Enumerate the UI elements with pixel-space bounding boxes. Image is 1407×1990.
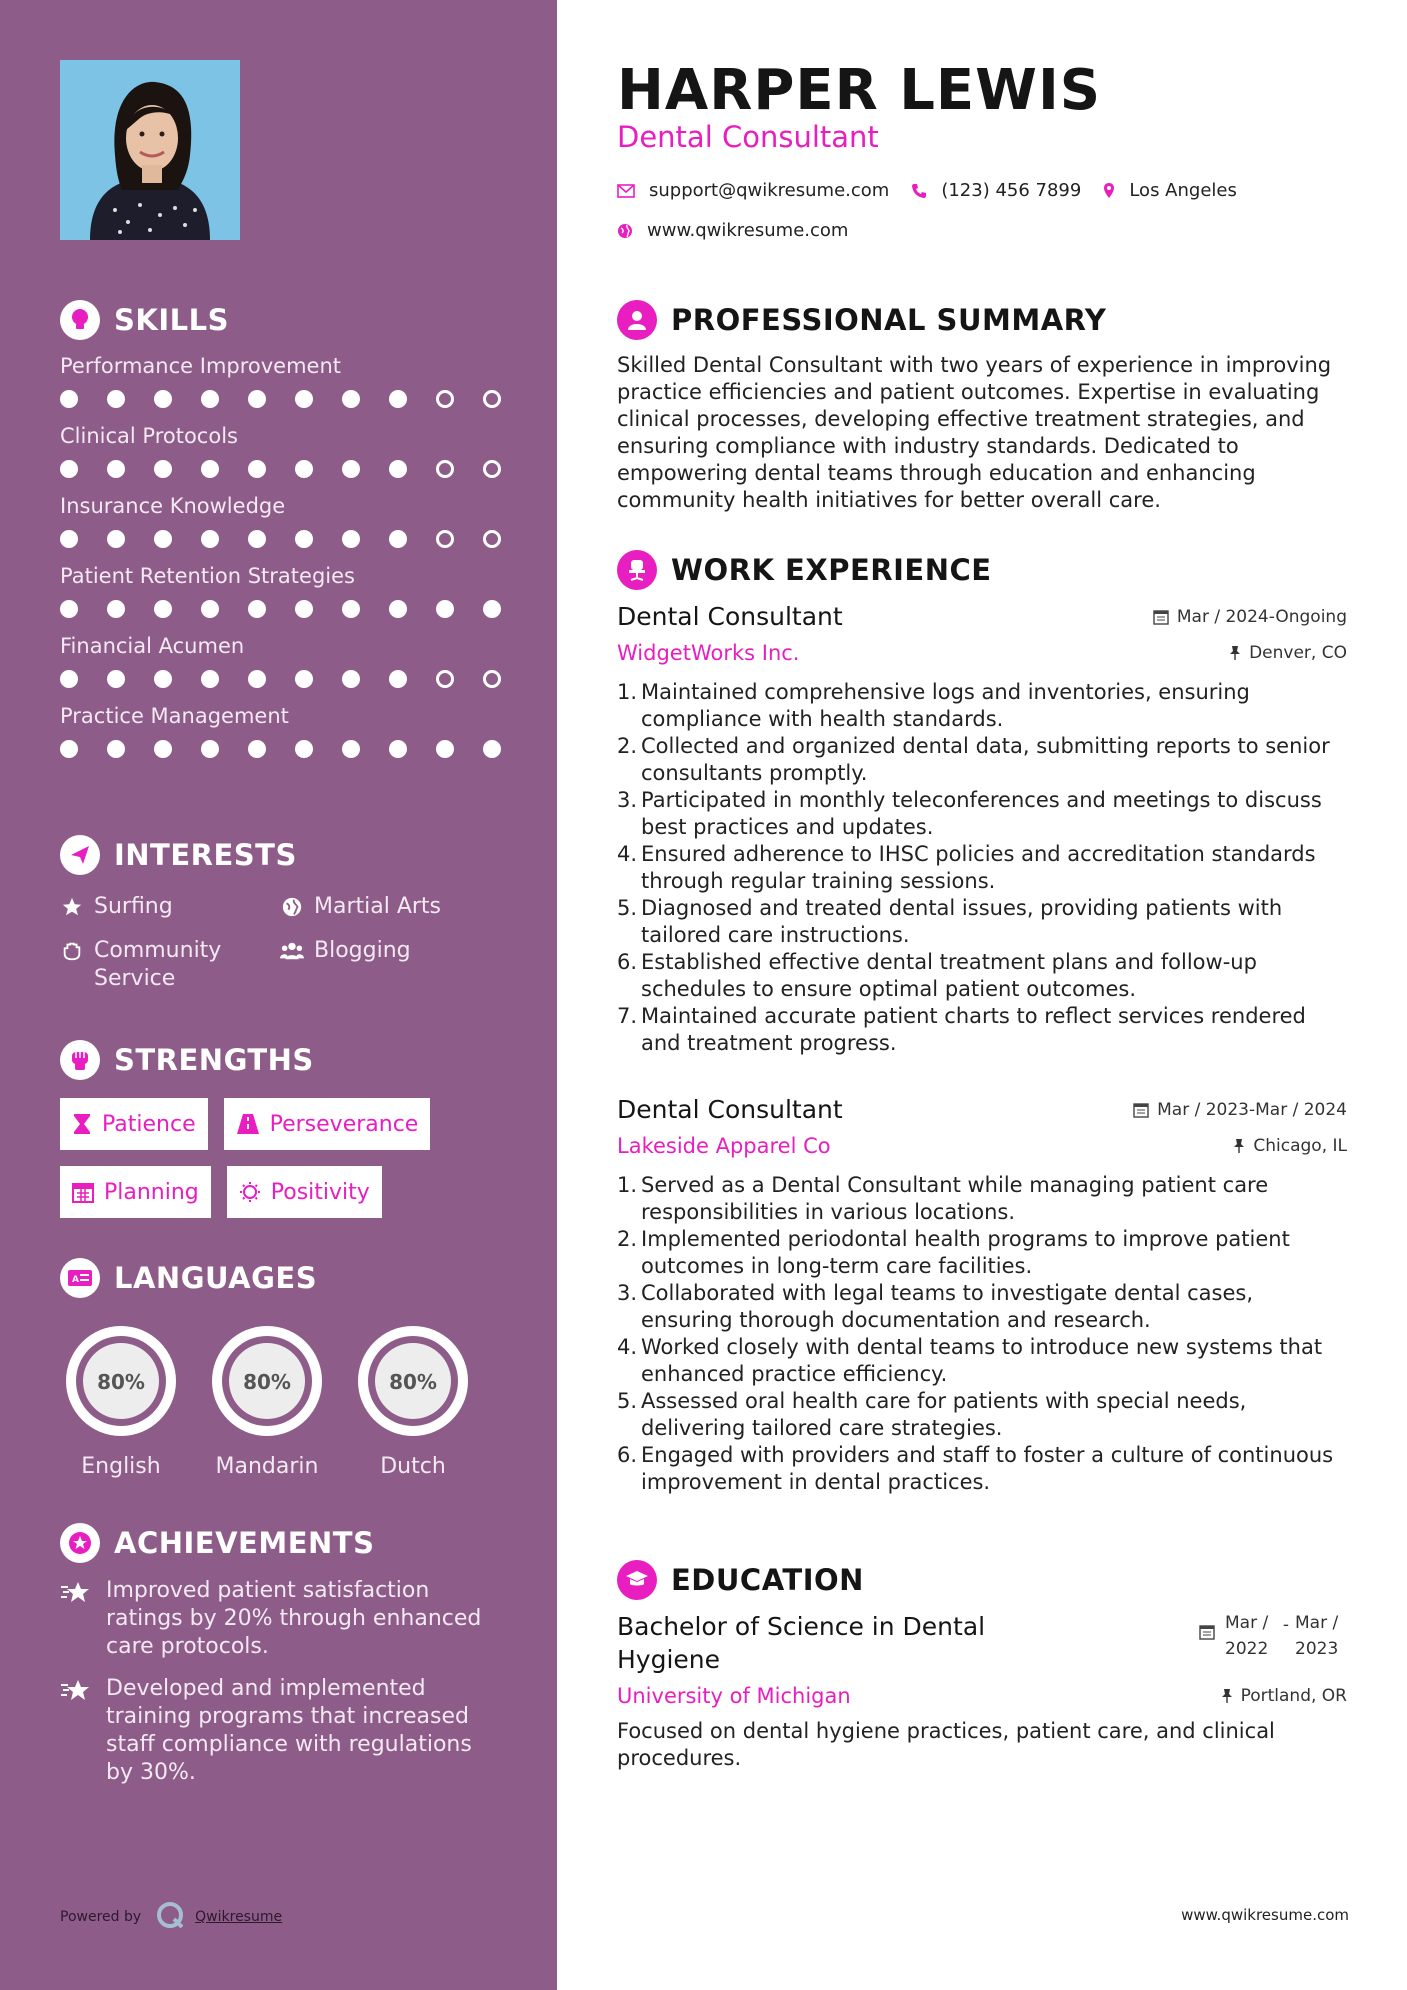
- strengths-title: STRENGTHS: [114, 1043, 314, 1077]
- skills-header: [60, 300, 520, 340]
- job-bullet: [617, 1442, 1347, 1496]
- bullet-text: Established effective dental treatment plans and follow-up schedules to ensure optimal patient outcomes.: [641, 950, 1257, 1001]
- interest-item: [60, 893, 280, 921]
- language-item: [352, 1320, 474, 1479]
- job-bullet: [617, 1172, 1347, 1226]
- job-bullet: [617, 1280, 1347, 1334]
- rating-dot-empty: [436, 530, 454, 548]
- bullet-text: Assessed oral health care for patients with special needs, delivering tailored care strategies.: [641, 1389, 1247, 1440]
- education-start: Mar / 2022: [1225, 1613, 1269, 1659]
- experience-section: [617, 550, 1347, 1496]
- rating-dot-filled: [342, 460, 360, 478]
- phone-icon: [911, 183, 927, 199]
- summary-text: Skilled Dental Consultant with two years of experience in improving practice efficiencies and patient outcomes. Expertise in evaluating clinical processes, developing effective treatment strategies, and ensuring compliance with industry standards. Dedicated to empowering dental teams through education and enhancing community health initiatives for better overall care.: [617, 353, 1332, 512]
- pushpin-icon: [1229, 645, 1241, 661]
- job-bullet: [617, 1334, 1347, 1388]
- rating-dot-filled: [201, 740, 219, 758]
- bullet-number: 1.: [617, 680, 638, 704]
- interests-header: [60, 835, 520, 875]
- skill-rating: [60, 668, 520, 690]
- bullet-text: Collected and organized dental data, submitting reports to senior consultants promptly.: [641, 734, 1330, 785]
- rating-dot-filled: [342, 670, 360, 688]
- education-header: [617, 1560, 1347, 1600]
- contact-website: [617, 220, 848, 241]
- skill-item: [60, 422, 520, 480]
- qwikresume-link[interactable]: Qwikresume: [195, 1909, 283, 1925]
- rating-dot-filled: [295, 670, 313, 688]
- rating-dot-filled: [107, 460, 125, 478]
- bullet-number: 4.: [617, 1335, 638, 1359]
- job-bullets: [617, 679, 1347, 1057]
- interest-item: [280, 893, 500, 921]
- rating-dot-filled: [107, 600, 125, 618]
- skills-title: SKILLS: [114, 303, 229, 337]
- job-dates: [1153, 607, 1347, 627]
- bullet-text: Worked closely with dental teams to introduce new systems that enhanced practice efficiency.: [641, 1335, 1323, 1386]
- summary-title: PROFESSIONAL SUMMARY: [671, 303, 1107, 337]
- skill-rating: [60, 458, 520, 480]
- interests-title: INTERESTS: [114, 838, 297, 872]
- job-bullet: [617, 733, 1347, 787]
- job-entry: [617, 1095, 1347, 1496]
- education-dates: [1199, 1610, 1347, 1662]
- paper-plane-icon: [60, 835, 100, 875]
- strength-badge: [60, 1098, 208, 1150]
- job-dates-text: Mar / 2023-Mar / 2024: [1157, 1099, 1347, 1120]
- user-icon: [617, 300, 657, 340]
- summary-section: [617, 300, 1347, 514]
- job-bullet: [617, 1226, 1347, 1280]
- interest-label: Surfing: [94, 894, 173, 919]
- rating-dot-filled: [342, 740, 360, 758]
- language-name: English: [81, 1454, 161, 1479]
- rating-dot-filled: [154, 530, 172, 548]
- rating-dot-filled: [295, 460, 313, 478]
- language-percent: 80%: [389, 1370, 437, 1394]
- globe-icon: [280, 893, 304, 921]
- rating-dot-empty: [483, 390, 501, 408]
- rating-dot-filled: [342, 390, 360, 408]
- star-icon: [60, 893, 84, 921]
- rating-dot-filled: [154, 460, 172, 478]
- rating-dot-filled: [295, 600, 313, 618]
- interest-label: Martial Arts: [314, 894, 442, 919]
- language-icon: [60, 1258, 100, 1298]
- job-bullet: [617, 679, 1347, 733]
- strengths-section: [60, 1040, 520, 1218]
- bullet-text: Implemented periodontal health programs to improve patient outcomes in long-term care facilities.: [641, 1227, 1290, 1278]
- job-bullet: [617, 949, 1347, 1003]
- strengths-header: [60, 1040, 520, 1080]
- bullet-number: 2.: [617, 1227, 638, 1251]
- job-dates-text: Mar / 2024-Ongoing: [1176, 606, 1347, 627]
- job-location-text: Chicago, IL: [1253, 1136, 1347, 1156]
- globe-icon: [617, 223, 633, 239]
- rating-dot-filled: [248, 740, 266, 758]
- star-badge-icon: [60, 1523, 100, 1563]
- language-progress-ring: [206, 1320, 328, 1442]
- phone-text[interactable]: (123) 456 7899: [941, 180, 1082, 201]
- rating-dot-empty: [483, 530, 501, 548]
- rating-dot-empty: [483, 670, 501, 688]
- job-location: [1233, 1136, 1347, 1156]
- job-title: Dental Consultant: [617, 602, 843, 631]
- achievement-item: [60, 1675, 520, 1787]
- rating-dot-filled: [389, 670, 407, 688]
- skill-rating: [60, 598, 520, 620]
- languages-header: [60, 1258, 520, 1298]
- skill-item: [60, 562, 520, 620]
- sun-icon: [239, 1181, 261, 1203]
- company-name: WidgetWorks Inc.: [617, 641, 800, 665]
- rating-dot-filled: [201, 530, 219, 548]
- bullet-number: 3.: [617, 788, 638, 812]
- rating-dot-filled: [154, 600, 172, 618]
- skill-name: Insurance Knowledge: [60, 494, 286, 518]
- achievement-text: Improved patient satisfaction ratings by 20% through enhanced care protocols.: [106, 1578, 482, 1659]
- rating-dot-filled: [107, 390, 125, 408]
- experience-header: [617, 550, 1347, 590]
- education-end: Mar / 2023: [1295, 1613, 1339, 1659]
- bullet-number: 7.: [617, 1004, 638, 1028]
- language-percent: 80%: [97, 1370, 145, 1394]
- skill-rating: [60, 738, 520, 760]
- achievement-text: Developed and implemented training programs that increased staff compliance with regulations by 30%.: [106, 1676, 472, 1785]
- languages-list: [60, 1320, 520, 1479]
- rating-dot-filled: [154, 670, 172, 688]
- skill-item: [60, 492, 520, 550]
- bullet-number: 6.: [617, 950, 638, 974]
- rating-dot-filled: [60, 530, 78, 548]
- bullet-text: Participated in monthly teleconferences and meetings to discuss best practices and updates.: [641, 788, 1322, 839]
- rating-dot-filled: [342, 600, 360, 618]
- rating-dot-filled: [295, 390, 313, 408]
- interests-section: [60, 835, 520, 993]
- rating-dot-filled: [248, 670, 266, 688]
- rating-dot-filled: [60, 670, 78, 688]
- rating-dot-filled: [389, 390, 407, 408]
- rating-dot-empty: [436, 390, 454, 408]
- svg-text:A: A: [72, 1275, 79, 1285]
- candidate-name: HARPER LEWIS: [617, 58, 1102, 123]
- rating-dot-filled: [436, 740, 454, 758]
- calendar-icon: [1199, 1610, 1215, 1662]
- contact-location: [1103, 180, 1237, 201]
- envelope-icon: [617, 184, 635, 198]
- skill-name: Performance Improvement: [60, 354, 342, 378]
- company-name: Lakeside Apparel Co: [617, 1134, 831, 1158]
- fist-icon: [60, 1040, 100, 1080]
- skill-rating: [60, 388, 520, 410]
- rating-dot-filled: [60, 600, 78, 618]
- rating-dot-filled: [483, 740, 501, 758]
- bullet-number: 4.: [617, 842, 638, 866]
- skills-section: [60, 300, 520, 760]
- skill-item: [60, 352, 520, 410]
- rating-dot-empty: [436, 460, 454, 478]
- rating-dot-filled: [107, 670, 125, 688]
- rating-dot-filled: [389, 600, 407, 618]
- rating-dot-filled: [60, 460, 78, 478]
- job-bullet: [617, 1388, 1347, 1442]
- calendar-icon: [1133, 1102, 1149, 1118]
- strength-badge: [60, 1166, 211, 1218]
- language-name: Mandarin: [215, 1454, 319, 1479]
- rating-dot-filled: [154, 740, 172, 758]
- bullet-number: 2.: [617, 734, 638, 758]
- strength-label: Perseverance: [269, 1111, 419, 1137]
- calendar-icon: [72, 1181, 94, 1203]
- hand-icon: [60, 937, 84, 965]
- bullet-text: Maintained accurate patient charts to reflect services rendered and treatment progress.: [641, 1004, 1306, 1055]
- rating-dot-filled: [295, 740, 313, 758]
- achievements-section: [60, 1523, 520, 1787]
- website-text[interactable]: www.qwikresume.com: [647, 220, 849, 241]
- rating-dot-filled: [107, 530, 125, 548]
- bullet-text: Collaborated with legal teams to investigate dental cases, ensuring thorough documentation and research.: [641, 1281, 1254, 1332]
- skill-name: Practice Management: [60, 704, 289, 728]
- rating-dot-empty: [436, 670, 454, 688]
- job-entry: [617, 602, 1347, 1057]
- rating-dot-filled: [342, 530, 360, 548]
- pushpin-icon: [1221, 1688, 1233, 1704]
- interest-item: [60, 937, 280, 993]
- date-separator: -: [1282, 1615, 1290, 1635]
- rating-dot-filled: [248, 530, 266, 548]
- language-progress-ring: [352, 1320, 474, 1442]
- interests-list: [60, 893, 520, 993]
- job-bullet: [617, 787, 1347, 841]
- strength-label: Patience: [102, 1111, 196, 1137]
- bullet-number: 5.: [617, 896, 638, 920]
- contact-email: [617, 180, 889, 201]
- achievements-header: [60, 1523, 520, 1563]
- strengths-list: [60, 1098, 520, 1218]
- rating-dot-filled: [483, 600, 501, 618]
- language-percent: 80%: [243, 1370, 291, 1394]
- strength-label: Positivity: [270, 1179, 370, 1205]
- rating-dot-filled: [248, 600, 266, 618]
- education-description: Focused on dental hygiene practices, patient care, and clinical procedures.: [617, 1719, 1275, 1770]
- interest-item: [280, 937, 500, 993]
- hourglass-icon: [72, 1113, 92, 1135]
- languages-title: LANGUAGES: [114, 1261, 318, 1295]
- summary-header: [617, 300, 1347, 340]
- education-section: [617, 1560, 1347, 1772]
- skill-item: [60, 632, 520, 690]
- job-bullet: [617, 1003, 1347, 1057]
- interest-label: Community Service: [94, 938, 222, 991]
- qwikresume-logo-icon: [155, 1900, 185, 1934]
- strength-badge: [224, 1098, 431, 1150]
- shooting-star-icon: [60, 1675, 94, 1707]
- job-bullet: [617, 895, 1347, 949]
- bullet-text: Maintained comprehensive logs and inventories, ensuring compliance with health standards.: [641, 680, 1250, 731]
- language-item: [206, 1320, 328, 1479]
- lightbulb-icon: [60, 300, 100, 340]
- job-location-text: Denver, CO: [1249, 643, 1347, 663]
- job-title: Dental Consultant: [617, 1095, 843, 1124]
- skill-rating: [60, 528, 520, 550]
- powered-by: [60, 1900, 282, 1934]
- achievement-item: [60, 1577, 520, 1661]
- rating-dot-filled: [389, 740, 407, 758]
- rating-dot-filled: [60, 390, 78, 408]
- contact-row: [617, 180, 1259, 201]
- skills-list: [60, 352, 520, 760]
- rating-dot-filled: [107, 740, 125, 758]
- bullet-text: Served as a Dental Consultant while managing patient care responsibilities in various locations.: [641, 1173, 1269, 1224]
- calendar-icon: [1153, 609, 1169, 625]
- rating-dot-filled: [201, 600, 219, 618]
- location-text: Los Angeles: [1129, 180, 1237, 201]
- candidate-role: Dental Consultant: [617, 120, 879, 154]
- languages-section: [60, 1258, 520, 1479]
- job-bullets: [617, 1172, 1347, 1496]
- footer-url[interactable]: www.qwikresume.com: [1181, 1906, 1349, 1924]
- skill-name: Financial Acumen: [60, 634, 245, 658]
- interest-label: Blogging: [314, 938, 411, 963]
- rating-dot-filled: [248, 460, 266, 478]
- rating-dot-filled: [248, 390, 266, 408]
- bullet-number: 3.: [617, 1281, 638, 1305]
- main-content: [557, 0, 1407, 1990]
- powered-by-label: Powered by: [60, 1909, 142, 1925]
- language-item: [60, 1320, 182, 1479]
- rating-dot-filled: [154, 390, 172, 408]
- rating-dot-filled: [201, 460, 219, 478]
- bullet-number: 5.: [617, 1389, 638, 1413]
- contact-phone: [911, 180, 1081, 201]
- rating-dot-empty: [483, 460, 501, 478]
- rating-dot-filled: [389, 530, 407, 548]
- experience-title: WORK EXPERIENCE: [671, 553, 992, 587]
- skill-item: [60, 702, 520, 760]
- job-location: [1229, 643, 1347, 663]
- strength-label: Planning: [104, 1179, 199, 1205]
- bullet-text: Ensured adherence to IHSC policies and accreditation standards through regular training sessions.: [641, 842, 1316, 893]
- education-title: EDUCATION: [671, 1563, 864, 1597]
- rating-dot-filled: [201, 390, 219, 408]
- road-icon: [236, 1113, 260, 1135]
- strength-badge: [227, 1166, 382, 1218]
- bullet-text: Diagnosed and treated dental issues, providing patients with tailored care instructions.: [641, 896, 1283, 947]
- degree-title: Bachelor of Science in Dental Hygiene: [617, 1612, 986, 1674]
- graduation-cap-icon: [617, 1560, 657, 1600]
- contact-row-website: [617, 220, 870, 241]
- rating-dot-filled: [201, 670, 219, 688]
- pushpin-icon: [1233, 1138, 1245, 1154]
- school-name: University of Michigan: [617, 1684, 851, 1708]
- bullet-number: 1.: [617, 1173, 638, 1197]
- education-location-text: Portland, OR: [1240, 1686, 1347, 1706]
- language-name: Dutch: [380, 1454, 446, 1479]
- language-progress-ring: [60, 1320, 182, 1442]
- job-bullet: [617, 841, 1347, 895]
- rating-dot-filled: [389, 460, 407, 478]
- email-text[interactable]: support@qwikresume.com: [649, 180, 890, 201]
- bullet-number: 6.: [617, 1443, 638, 1467]
- profile-photo: [60, 60, 240, 240]
- skill-name: Clinical Protocols: [60, 424, 238, 448]
- map-pin-icon: [1103, 182, 1115, 200]
- sidebar: [0, 0, 557, 1990]
- users-icon: [280, 937, 304, 965]
- achievements-title: ACHIEVEMENTS: [114, 1526, 375, 1560]
- skill-name: Patient Retention Strategies: [60, 564, 355, 588]
- shooting-star-icon: [60, 1577, 94, 1609]
- rating-dot-filled: [436, 600, 454, 618]
- rating-dot-filled: [295, 530, 313, 548]
- bullet-text: Engaged with providers and staff to foster a culture of continuous improvement in dental practices.: [641, 1443, 1334, 1494]
- office-chair-icon: [617, 550, 657, 590]
- education-location: [1221, 1686, 1347, 1706]
- rating-dot-filled: [60, 740, 78, 758]
- job-dates: [1133, 1100, 1347, 1120]
